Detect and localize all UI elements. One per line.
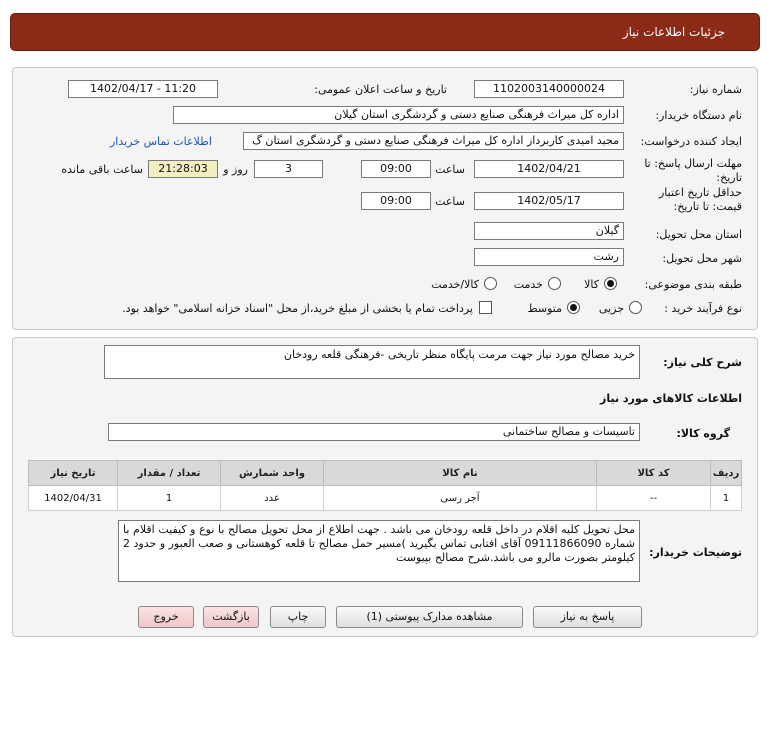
creator-label: ایجاد کننده درخواست: (640, 135, 742, 148)
goods-table (28, 460, 742, 511)
reply-time-label: ساعت (435, 163, 465, 176)
creator-field: مجید امیدی کاربرداز اداره کل میراث فرهنگی صنایع دستی و گردشگری استان گ (243, 132, 624, 150)
column-header-row: ردیف (711, 461, 742, 486)
column-header-unit: واحد شمارش (221, 461, 324, 486)
process-label: نوع فرآیند خرید : (664, 302, 742, 315)
category-label: طبقه بندی موضوعی: (644, 278, 742, 291)
column-header-date: تاریخ نیاز (29, 461, 118, 486)
reply-time-field: 09:00 (361, 160, 431, 178)
days-label: روز و (223, 163, 248, 176)
category-option-goods-service: کالا/خدمت (431, 278, 479, 291)
description-label: شرح کلی نیاز: (663, 356, 742, 369)
goods-section-title: اطلاعات کالاهای مورد نیاز (600, 392, 742, 405)
process-option-medium: متوسط (527, 302, 562, 315)
reply-deadline-label-2: تاریخ: (716, 171, 742, 184)
province-label: استان محل تحویل: (655, 228, 742, 241)
table-row (29, 486, 742, 511)
category-radio-goods-service[interactable] (484, 277, 497, 290)
goods-group-label: گروه کالا: (676, 427, 730, 440)
announce-datetime-field: 1402/04/17 - 11:20 (68, 80, 218, 98)
reply-button[interactable]: پاسخ به نیاز (533, 606, 642, 628)
validity-date-field: 1402/05/17 (474, 192, 624, 210)
buyer-notes-field: محل تحویل کلیه اقلام در داخل قلعه رودخان می باشد . جهت اطلاع از محل تحویل مصالح با نوع و کیفیت اقلام با شماره 09111866090 آقای افتابی تماس بگیرید )مسیر حمل مصالح تا قلعه کوهستانی و صعب العبور و حدود 2 کیلومتر بصورت مالرو می باشد.شرح مصالح بپیوست (118, 520, 640, 582)
category-radio-goods[interactable] (604, 277, 617, 290)
need-number-field: 1102003140000024 (474, 80, 624, 98)
cell-qty: 1 (118, 486, 221, 511)
buyer-field: اداره کل میراث فرهنگی صنایع دستی و گردشگری استان گیلان (173, 106, 624, 124)
description-field: خرید مصالح مورد نیاز جهت مرمت پایگاه منظر تاریخی -فرهنگی قلعه رودخان (104, 345, 640, 379)
category-radio-service[interactable] (548, 277, 561, 290)
attachments-button[interactable]: مشاهده مدارک پیوستی (1) (336, 606, 523, 628)
process-radio-minor[interactable] (629, 301, 642, 314)
province-field: گیلان (474, 222, 624, 240)
need-number-label: شماره نیاز: (689, 83, 742, 96)
process-radio-medium[interactable] (567, 301, 580, 314)
back-button[interactable]: بازگشت (203, 606, 259, 628)
page-header (10, 13, 760, 51)
buyer-contact-link[interactable]: اطلاعات تماس خریدار (110, 135, 212, 148)
column-header-code: کد کالا (597, 461, 711, 486)
table-header-row (29, 461, 742, 486)
city-label: شهر محل تحویل: (662, 252, 742, 265)
validity-label-1: حداقل تاریخ اعتبار (658, 186, 742, 199)
cell-row: 1 (711, 486, 742, 511)
cell-name: آجر رسی (324, 486, 597, 511)
print-button[interactable]: چاپ (270, 606, 326, 628)
remaining-time-field: 21:28:03 (148, 160, 218, 178)
treasury-note: پرداخت تمام یا بخشی از مبلغ خرید،از محل "اسناد خزانه اسلامی" خواهد بود. (122, 302, 473, 315)
cell-unit: عدد (221, 486, 324, 511)
goods-group-field: تاسیسات و مصالح ساختمانی (108, 423, 640, 441)
cell-code: -- (597, 486, 711, 511)
validity-label-2: قیمت: تا تاریخ: (673, 200, 742, 213)
exit-button[interactable]: خروج (138, 606, 194, 628)
column-header-qty: تعداد / مقدار (118, 461, 221, 486)
announce-label: تاریخ و ساعت اعلان عمومی: (314, 83, 447, 96)
process-option-minor: جزیی (598, 302, 624, 315)
reply-deadline-label-1: مهلت ارسال پاسخ: تا (644, 157, 742, 170)
city-field: رشت (474, 248, 624, 266)
category-option-goods: کالا (584, 278, 599, 291)
buyer-notes-label: توضیحات خریدار: (649, 546, 742, 559)
days-field: 3 (254, 160, 323, 178)
buyer-label: نام دستگاه خریدار: (655, 109, 742, 122)
page-title: جزئیات اطلاعات نیاز (622, 25, 725, 39)
category-option-service: خدمت (513, 278, 543, 291)
validity-time-field: 09:00 (361, 192, 431, 210)
treasury-checkbox[interactable] (479, 301, 492, 314)
reply-date-field: 1402/04/21 (474, 160, 624, 178)
remaining-label: ساعت باقی مانده (61, 163, 143, 176)
column-header-name: نام کالا (324, 461, 597, 486)
validity-time-label: ساعت (435, 195, 465, 208)
cell-date: 1402/04/31 (29, 486, 118, 511)
